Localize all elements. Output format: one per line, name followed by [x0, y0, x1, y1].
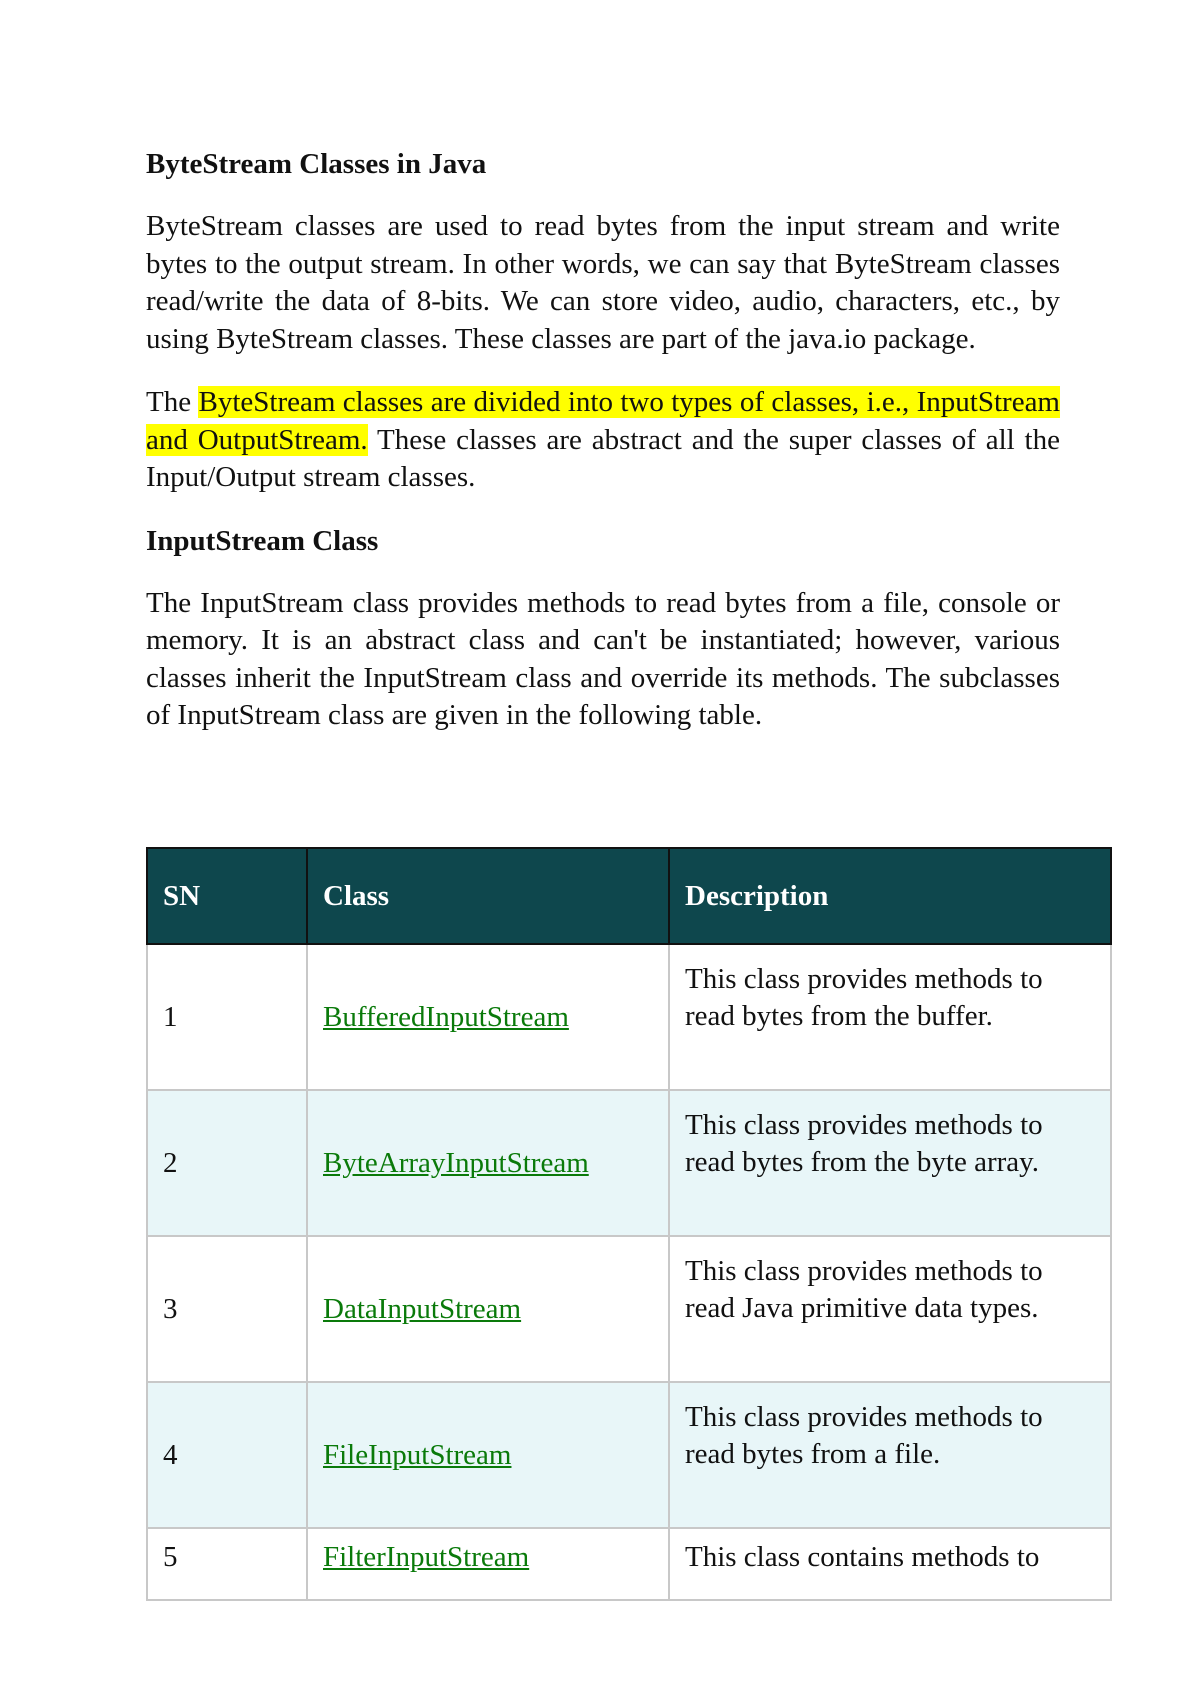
class-link[interactable]: BufferedInputStream — [323, 1000, 569, 1033]
table-row — [147, 1090, 1111, 1236]
intro-paragraph: ByteStream classes are used to read bytes from the input stream and write bytes to the output stream. In other words, we can say that ByteStream classes read/write the data of 8-bits. We can store video, audio, characters, etc., by using ByteStream classes. These classes are part of the java.io package. — [146, 210, 1060, 355]
row-sn: 4 — [147, 1382, 307, 1528]
row-sn: 2 — [147, 1090, 307, 1236]
row-description: This class contains methods to — [669, 1528, 1111, 1600]
row-description: This class provides methods to read bytes from a file. — [669, 1382, 1111, 1528]
inputstream-paragraph: The InputStream class provides methods to read bytes from a file, console or memory. It is an abstract class and can't be instantiated; however, various classes inherit the InputStream class and override its methods. The subclasses of InputStream class are given in the following table. — [146, 586, 1060, 731]
class-link[interactable]: FileInputStream — [323, 1438, 512, 1471]
row-sn: 5 — [147, 1528, 307, 1600]
row-class — [307, 1528, 669, 1600]
class-link[interactable]: DataInputStream — [323, 1292, 522, 1325]
row-sn: 1 — [147, 944, 307, 1090]
row-sn: 3 — [147, 1236, 307, 1382]
types-paragraph-end: These classes are abstract and the super classes of all the Input/Output stream classes. — [146, 423, 1060, 493]
table-header-row — [147, 848, 1111, 944]
row-class — [307, 944, 669, 1090]
class-link[interactable]: ByteArrayInputStream — [323, 1146, 589, 1179]
header-class: Class — [307, 848, 669, 944]
types-paragraph — [146, 384, 1060, 497]
header-description: Description — [669, 848, 1111, 944]
table-row — [147, 944, 1111, 1090]
highlighted-text: ByteStream classes are divided into two types of classes, i.e., InputStream and OutputStream. — [146, 386, 1060, 456]
row-description: This class provides methods to read bytes from the buffer. — [669, 944, 1111, 1090]
row-class — [307, 1382, 669, 1528]
row-class — [307, 1236, 669, 1382]
inputstream-subclasses-table — [146, 847, 1112, 1601]
row-description: This class provides methods to read bytes from the byte array. — [669, 1090, 1111, 1236]
section-heading-inputstream: InputStream Class — [146, 524, 379, 557]
table-row — [147, 1528, 1111, 1600]
types-paragraph-start: The — [146, 386, 199, 418]
row-class — [307, 1090, 669, 1236]
section-heading-bytestream: ByteStream Classes in Java — [146, 148, 487, 180]
header-sn: SN — [147, 848, 307, 944]
table-row — [147, 1382, 1111, 1528]
table-row — [147, 1236, 1111, 1382]
class-link[interactable]: FilterInputStream — [323, 1541, 530, 1573]
document-body — [146, 146, 1060, 761]
row-description: This class provides methods to read Java primitive data types. — [669, 1236, 1111, 1382]
